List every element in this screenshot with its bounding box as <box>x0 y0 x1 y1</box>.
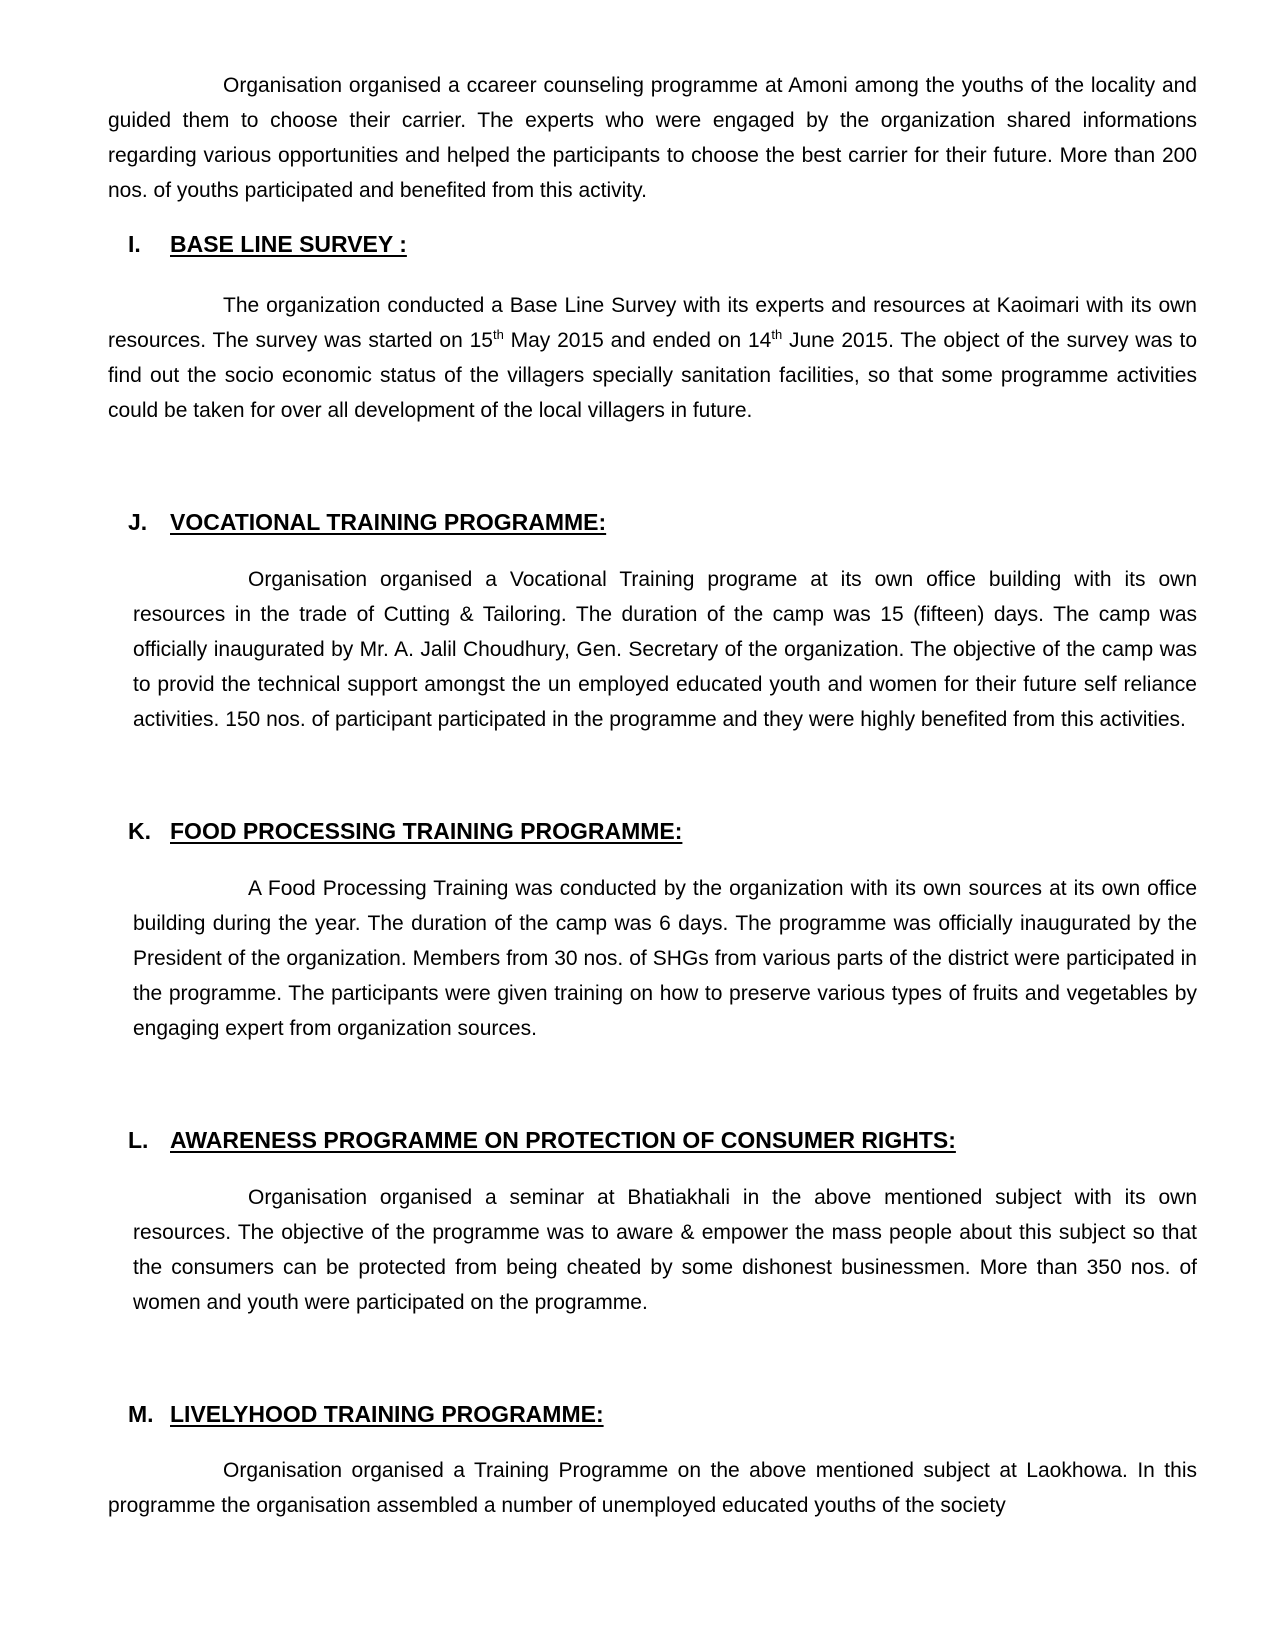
list-marker-l: L. <box>128 1127 149 1153</box>
paragraph-consumer-rights: Organisation organised a seminar at Bhatiakhali in the above mentioned subject with its own resources. The objective of the programme was to aware & empower the mass people about this subject so that the consumers can be protected from being cheated by some dishonest businessmen. More than 350 nos. of women and youth were participated on the programme. <box>133 1186 1197 1314</box>
heading-text-food-processing: FOOD PROCESSING TRAINING PROGRAMME: <box>170 818 683 844</box>
paragraph-food-processing: A Food Processing Training was conducted by the organization with its own sources at its own office building during the year. The duration of the camp was 6 days. The programme was officially inaugurated by the President of the organization. Members from 30 nos. of SHGs from various parts of the district were participated in the programme. The participants were given training on how to preserve various types of fruits and vegetables by engaging expert from organization sources. <box>133 877 1197 1040</box>
intro-paragraph: Organisation organised a ccareer counseling programme at Amoni among the youths of the locality and guided them to choose their carrier. The experts who were engaged by the organization shared informations regarding various opportunities and helped the participants to choose the best carrier for their future. More than 200 nos. of youths participated and benefited from this activity. <box>108 74 1197 202</box>
paragraph-livelyhood-training: Organisation organised a Training Programme on the above mentioned subject at Laokhowa. In this programme the organisation assembled a number of unemployed educated youths of the society <box>108 1459 1197 1517</box>
list-marker-k: K. <box>128 818 151 844</box>
heading-livelyhood-training <box>128 1397 1197 1432</box>
heading-consumer-rights <box>128 1123 1197 1158</box>
list-marker-m: M. <box>128 1401 154 1427</box>
heading-food-processing <box>128 814 1197 849</box>
list-marker-i: I. <box>128 231 141 257</box>
heading-text-consumer-rights: AWARENESS PROGRAMME ON PROTECTION OF CONSUMER RIGHTS: <box>170 1127 956 1153</box>
heading-text-livelyhood-training: LIVELYHOOD TRAINING PROGRAMME: <box>170 1401 604 1427</box>
heading-base-line-survey <box>128 227 1197 262</box>
list-marker-j: J. <box>128 509 148 535</box>
heading-text-vocational-training: VOCATIONAL TRAINING PROGRAMME: <box>170 509 607 535</box>
heading-text-base-line-survey: BASE LINE SURVEY : <box>170 231 407 257</box>
paragraph-vocational-training: Organisation organised a Vocational Training programe at its own office building with its own resources in the trade of Cutting & Tailoring. The duration of the camp was 15 (fifteen) days. The camp was officially inaugurated by Mr. A. Jalil Choudhury, Gen. Secretary of the organization. The objective of the camp was to provid the technical support amongst the un employed educated youth and women for their future self reliance activities. 150 nos. of participant participated in the programme and they were highly benefited from this activities. <box>133 568 1197 731</box>
paragraph-base-line-survey: The organization conducted a Base Line Survey with its experts and resources at Kaoimari with its own resources. The survey was started on 15th May 2015 and ended on 14th June 2015. The object of the survey was to find out the socio economic status of the villagers specially sanitation facilities, so that some programme activities could be taken for over all development of the local villagers in future. <box>108 294 1197 422</box>
heading-vocational-training <box>128 505 1197 540</box>
